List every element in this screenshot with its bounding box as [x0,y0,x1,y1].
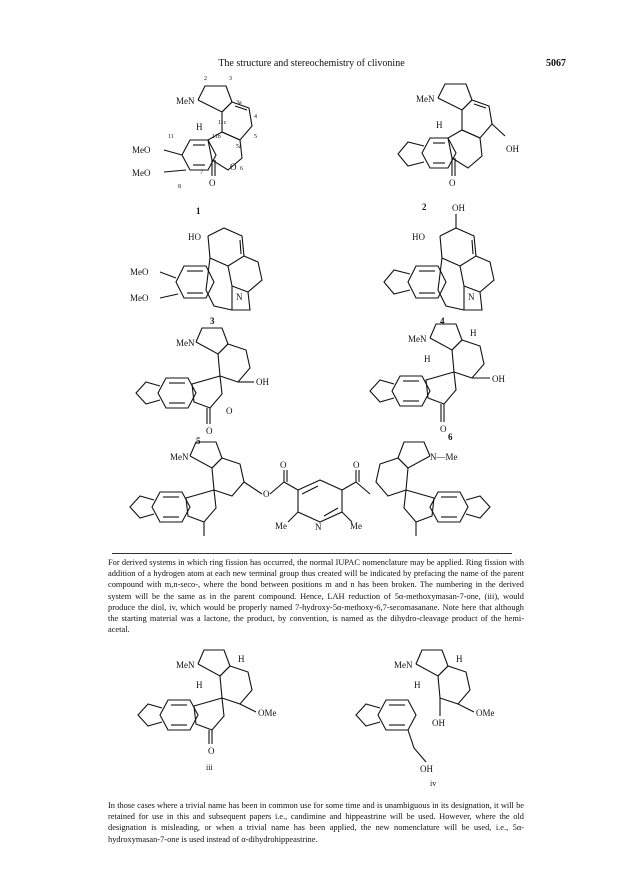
compound-3-meo-label-a: MeO [130,267,149,277]
compound-2-number: 2 [422,202,427,212]
compound-5-number: 5 [196,436,201,446]
dimer-carbonyl-o-b: O [353,460,360,470]
compound-iv-men-label: MeN [394,660,413,670]
compound-iii-carbonyl-o: O [208,746,215,756]
compound-iii-ome-label: OMe [258,708,277,718]
compound-5-men-label: MeN [176,338,195,348]
compound-1-carbonyl-o: O [209,178,216,188]
compound-4-structure [384,214,494,310]
compound-iii-structure [138,650,256,744]
compound-iii-h-label-b: H [196,680,203,690]
compound-4-number: 4 [440,316,445,326]
locant-8: 8 [178,184,181,190]
compound-iii-number: iii [206,763,213,772]
locant-11b: 11b [212,134,221,140]
body-paragraph-2: In those cases where a trivial name has been in common use for some time and is unambiguous in its designation, it will be retained for use in this and subsequent papers i.e., candimine and hippeastrine will be used. However, where the old designation is misleading, or when a trivial name has been applied, the new nomenclature will be used, i.e., 5α-hydroxymasan-7-one is used instead of α-dihydrohippeastrine. [108,801,524,844]
locant-5a: 5a [236,144,242,150]
compound-4-oh-label: OH [452,203,465,213]
compound-6-h-label-a: H [470,328,477,338]
locant-11: 11 [168,134,174,140]
locant-3: 3 [229,76,232,82]
page-number: 5067 [546,58,566,69]
compound-6-carbonyl-o: O [440,424,447,434]
compound-iv-oh-label-a: OH [432,718,445,728]
dimer-me-label-b: Me [350,521,362,531]
compound-2-oh-label: OH [506,144,519,154]
compound-3-meo-label-b: MeO [130,293,149,303]
compound-iv-h-label-a: H [456,654,463,664]
locant-5: 5 [254,134,257,140]
compound-5-carbonyl-o: O [206,426,213,436]
locant-11c: 11c [218,120,227,126]
compound-4-ho-label: HO [412,232,425,242]
running-title: The structure and stereochemistry of clivonine [218,58,405,69]
compound-4-n-label: N [468,292,475,302]
compound-6-h-label-b: H [424,354,431,364]
compound-2-men-label: MeN [416,94,435,104]
dimer-me-label-a: Me [275,521,287,531]
locant-4: 4 [254,114,257,120]
compound-3-n-label: N [236,292,243,302]
compound-1-meo-label-a: MeO [132,145,151,155]
compound-iv-h-label-b: H [414,680,421,690]
locant-2: 2 [204,76,207,82]
compound-1-ring-o: O [230,162,237,172]
compound-iv-number: iv [430,779,437,788]
compound-iii-h-label-a: H [238,654,245,664]
compound-5-structure [136,328,254,424]
locant-7: 7 [200,170,203,176]
compound-6-structure [370,324,490,422]
compound-iv-oh-label-b: OH [420,764,433,774]
compound-3-structure [160,228,262,310]
compound-1-number: 1 [196,206,201,216]
compound-iv-structure [356,650,474,762]
compound-5-ring-o: O [226,406,233,416]
compound-3-number: 3 [210,316,215,326]
compound-1-meo-label-b: MeO [132,168,151,178]
section-rule [112,553,512,554]
dimer-ester-o-label: O [263,489,270,499]
body-paragraph-1: For derived systems in which ring fission has occurred, the normal IUPAC nomenclature may be applied. Ring fission with addition of a hydrogen atom at each new terminal group thus created will be indicated by prefacing the name of the parent compound with m,n-seco-, where the bond between positions m and n has been broken. The numbering in the derived system will be the same as in the parent compound. Hence, LAH reduction of 5α-methoxymasan-7-one, (iii), would produce the diol, iv, which would be properly named 7-hydroxy-5α-methoxy-6,7-secomasanane. Note here that although the starting material was a lactone, the product, by convention, is named as the dihydro-cleavage product of the hemi-acetal. [108,558,524,635]
locant-3a: 3a [236,100,242,106]
compound-3-ho-label: HO [188,232,201,242]
dimer-carbonyl-o-a: O [280,460,287,470]
dimer-pyridine-n: N [315,522,322,532]
dimer-men-label: MeN [170,452,189,462]
compound-2-structure [398,84,505,176]
compound-6-men-label: MeN [408,334,427,344]
compound-iii-men-label: MeN [176,660,195,670]
compound-2-carbonyl-o: O [449,178,456,188]
compound-5-oh-label: OH [256,377,269,387]
compound-1-men-label: MeN [176,96,195,106]
compound-6-oh-label: OH [492,374,505,384]
locant-6: 6 [240,166,243,172]
dimer-nme-label: N—Me [430,452,458,462]
compound-2-h-label: H [436,120,443,130]
compound-1-h-label: H [196,122,203,132]
compound-6-number: 6 [448,432,453,442]
compound-iv-ome-label: OMe [476,708,495,718]
